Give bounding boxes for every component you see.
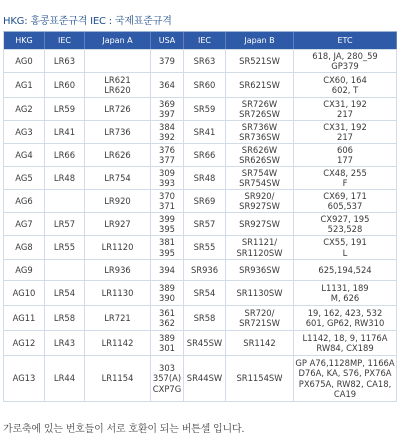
cell-iec-2: SR58: [184, 306, 226, 330]
cell-line: LR721: [104, 312, 131, 323]
cell-line: SR1142: [243, 337, 276, 348]
cell-iec-2: SR63: [184, 50, 226, 72]
col-header-iec-2: IEC: [184, 32, 226, 49]
cell-etc: [294, 260, 397, 280]
cell-usa: [151, 190, 184, 212]
cell-line: CX48, 255: [323, 167, 367, 178]
col-header-usa: USA: [151, 32, 184, 49]
cell-line: 393: [159, 178, 175, 188]
cell-line: SR936SW: [239, 264, 280, 275]
cell-hkg: AG10: [4, 281, 45, 305]
cell-line: L: [342, 247, 348, 258]
cell-line: LR1130: [101, 287, 134, 298]
table-row: [4, 236, 397, 260]
cell-hkg: AG6: [4, 190, 45, 212]
cell-line: SR1130SW: [236, 287, 283, 298]
cell-line: SR754W: [241, 167, 278, 178]
cell-japan-b: [226, 260, 294, 280]
cell-japan-a: [85, 236, 151, 259]
cell-line: CX69, 171: [323, 190, 367, 201]
cell-line: SR927SW: [239, 201, 280, 211]
cell-line: LR1120: [101, 242, 134, 253]
table-row: [4, 50, 397, 73]
cell-line: 217: [337, 109, 353, 119]
cell-iec: LR43: [45, 331, 85, 355]
cell-line: 384: [159, 121, 175, 132]
cell-line: LR1154: [101, 373, 134, 384]
table-row: [4, 98, 397, 121]
cell-line: SR626W: [241, 144, 278, 155]
cell-line: 601, GP62, RW310: [305, 318, 385, 328]
cell-line: 390: [159, 293, 175, 303]
cell-iec: LR63: [45, 50, 85, 72]
battery-compat-table: [3, 31, 397, 402]
cell-line: SR927SW: [239, 218, 280, 229]
cell-line: 309: [159, 167, 175, 178]
cell-usa: [151, 167, 184, 189]
cell-line: LR626: [104, 149, 131, 160]
cell-line: 301: [159, 343, 175, 353]
cell-line: 523,528: [327, 224, 363, 234]
cell-line: RW84, CX189: [316, 343, 374, 353]
cell-japan-b: [226, 236, 294, 259]
cell-japan-b: [226, 331, 294, 355]
cell-line: 379: [159, 55, 175, 66]
cell-etc: [294, 73, 397, 97]
cell-hkg: AG12: [4, 331, 45, 355]
cell-line: 399: [159, 213, 175, 224]
cell-line: LR920: [104, 195, 131, 206]
cell-line: SR726SW: [239, 109, 280, 119]
cell-iec-2: SR54: [184, 281, 226, 305]
cell-iec: LR57: [45, 213, 85, 235]
cell-line: PX675A, RW82, CA18,: [298, 378, 392, 389]
cell-usa: [151, 213, 184, 235]
cell-iec-2: SR69: [184, 190, 226, 212]
cell-hkg: AG4: [4, 144, 45, 166]
cell-iec-2: SR41: [184, 121, 226, 143]
cell-iec: LR41: [45, 121, 85, 143]
cell-line: CXP7G: [152, 383, 182, 394]
cell-line: SR1154SW: [236, 373, 283, 384]
cell-line: CA19: [333, 388, 357, 399]
cell-line: 371: [159, 201, 175, 211]
cell-line: 395: [159, 224, 175, 234]
cell-iec-2: SR45SW: [184, 331, 226, 355]
cell-line: 605,537: [327, 201, 363, 211]
cell-line: F: [342, 178, 348, 188]
table-body: [4, 50, 397, 402]
cell-line: 369: [159, 98, 175, 109]
cell-hkg: AG5: [4, 167, 45, 189]
cell-line: GP379: [331, 61, 359, 71]
cell-line: 389: [159, 282, 175, 293]
cell-line: 19, 162, 423, 532: [307, 307, 383, 318]
cell-etc: [294, 306, 397, 330]
cell-etc: [294, 356, 397, 401]
cell-hkg: AG8: [4, 236, 45, 259]
cell-line: SR621SW: [239, 79, 280, 90]
col-header-japan-a: Japan A: [85, 32, 151, 49]
cell-japan-a: [85, 331, 151, 355]
cell-etc: [294, 144, 397, 166]
cell-line: 362: [159, 318, 175, 328]
cell-line: LR1142: [101, 337, 134, 348]
cell-iec-2: SR66: [184, 144, 226, 166]
cell-line: SR754SW: [239, 178, 280, 188]
cell-japan-a: [85, 213, 151, 235]
cell-line: 370: [159, 190, 175, 201]
table-row: [4, 306, 397, 331]
cell-usa: [151, 50, 184, 72]
cell-japan-b: [226, 306, 294, 330]
cell-line: CX927, 195: [320, 213, 370, 224]
cell-japan-b: [226, 190, 294, 212]
table-header-row: [4, 32, 397, 50]
cell-line: 392: [159, 132, 175, 142]
cell-line: 177: [337, 155, 353, 165]
cell-japan-b: [226, 167, 294, 189]
footnote: 가로축에 있는 번호들이 서로 호환이 되는 버튼셀 입니다.: [3, 424, 245, 435]
table-row: [4, 213, 397, 236]
cell-etc: [294, 190, 397, 212]
cell-line: LR936: [104, 264, 131, 275]
cell-japan-b: [226, 356, 294, 401]
cell-etc: [294, 213, 397, 235]
cell-usa: [151, 98, 184, 120]
cell-japan-a: [85, 73, 151, 97]
table-row: [4, 281, 397, 306]
cell-line: SR626SW: [239, 155, 280, 165]
cell-line: SR726W: [241, 98, 278, 109]
cell-line: SR920/: [244, 190, 275, 201]
cell-line: CX31, 192: [323, 98, 367, 109]
cell-line: 397: [159, 109, 175, 119]
cell-hkg: AG13: [4, 356, 45, 401]
cell-iec-2: SR48: [184, 167, 226, 189]
cell-iec: [45, 260, 85, 280]
cell-japan-a: [85, 356, 151, 401]
cell-japan-a: [85, 281, 151, 305]
cell-usa: [151, 121, 184, 143]
cell-line: GP A76,1128MP, 1166A: [295, 358, 395, 369]
cell-usa: [151, 331, 184, 355]
cell-etc: [294, 281, 397, 305]
cell-japan-b: [226, 281, 294, 305]
cell-hkg: AG7: [4, 213, 45, 235]
cell-usa: [151, 236, 184, 259]
cell-iec-2: SR44SW: [184, 356, 226, 401]
cell-line: D76A, KA, S76, PX76A: [298, 368, 392, 379]
cell-line: 381: [159, 237, 175, 248]
cell-line: LR927: [104, 218, 131, 229]
cell-usa: [151, 281, 184, 305]
table-row: [4, 144, 397, 167]
cell-iec-2: SR57: [184, 213, 226, 235]
cell-iec: LR58: [45, 306, 85, 330]
cell-iec-2: SR55: [184, 236, 226, 259]
cell-iec-2: SR60: [184, 73, 226, 97]
cell-etc: [294, 167, 397, 189]
cell-japan-a: [85, 306, 151, 330]
cell-line: 361: [159, 307, 175, 318]
legend-note: HKG: 홍콩표준규격 IEC : 국제표준규격: [3, 16, 172, 27]
cell-iec: LR59: [45, 98, 85, 120]
cell-line: LR754: [104, 172, 131, 183]
cell-hkg: AG9: [4, 260, 45, 280]
cell-line: M, 626: [330, 293, 360, 303]
cell-line: 395: [159, 247, 175, 258]
cell-line: SR521SW: [239, 55, 280, 66]
cell-etc: [294, 50, 397, 72]
cell-line: LR736: [104, 126, 131, 137]
cell-hkg: AG3: [4, 121, 45, 143]
cell-line: 357(A): [152, 373, 182, 384]
cell-japan-a: [85, 260, 151, 280]
cell-line: 625,194,524: [318, 264, 372, 275]
cell-iec: LR66: [45, 144, 85, 166]
cell-line: 217: [337, 132, 353, 142]
cell-hkg: AG2: [4, 98, 45, 120]
table-row: [4, 356, 397, 402]
cell-hkg: AG1: [4, 73, 45, 97]
cell-hkg: AG11: [4, 306, 45, 330]
cell-usa: [151, 73, 184, 97]
cell-line: 376: [159, 144, 175, 155]
cell-line: CX31, 192: [323, 121, 367, 132]
cell-usa: [151, 260, 184, 280]
cell-japan-b: [226, 144, 294, 166]
cell-line: LR726: [104, 103, 131, 114]
cell-etc: [294, 331, 397, 355]
cell-usa: [151, 306, 184, 330]
cell-japan-b: [226, 50, 294, 72]
cell-etc: [294, 98, 397, 120]
cell-iec: [45, 190, 85, 212]
cell-japan-a: [85, 98, 151, 120]
cell-line: SR721SW: [239, 318, 280, 328]
cell-line: 394: [159, 264, 175, 275]
cell-japan-b: [226, 213, 294, 235]
cell-iec: LR60: [45, 73, 85, 97]
cell-japan-b: [226, 121, 294, 143]
cell-line: CX55, 191: [323, 237, 367, 248]
cell-line: 303: [159, 363, 175, 374]
cell-japan-a: [85, 50, 151, 72]
table-row: [4, 190, 397, 213]
cell-japan-a: [85, 144, 151, 166]
cell-line: SR736SW: [239, 132, 280, 142]
table-row: [4, 73, 397, 98]
cell-usa: [151, 356, 184, 401]
cell-line: 618, JA, 280_59: [312, 50, 378, 61]
cell-line: L1131, 189: [321, 282, 369, 293]
cell-japan-a: [85, 190, 151, 212]
cell-iec-2: SR936: [184, 260, 226, 280]
cell-japan-a: [85, 121, 151, 143]
cell-iec: LR54: [45, 281, 85, 305]
cell-japan-b: [226, 98, 294, 120]
cell-usa: [151, 144, 184, 166]
cell-iec: LR55: [45, 236, 85, 259]
cell-line: SR1120SW: [236, 247, 283, 258]
cell-line: 377: [159, 155, 175, 165]
col-header-hkg: HKG: [4, 32, 45, 49]
cell-iec-2: SR59: [184, 98, 226, 120]
cell-iec: LR44: [45, 356, 85, 401]
table-row: [4, 260, 397, 281]
table-row: [4, 331, 397, 356]
cell-line: 364: [159, 79, 175, 90]
table-row: [4, 121, 397, 144]
table-row: [4, 167, 397, 190]
cell-line: LR620: [104, 85, 131, 95]
cell-line: SR720/: [244, 307, 275, 318]
cell-line: 606: [337, 144, 353, 155]
cell-line: CX60, 164: [323, 74, 367, 85]
cell-etc: [294, 236, 397, 259]
cell-line: SR1121/: [241, 237, 278, 248]
cell-hkg: AG0: [4, 50, 45, 72]
cell-japan-b: [226, 73, 294, 97]
cell-japan-a: [85, 167, 151, 189]
cell-line: SR736W: [241, 121, 278, 132]
cell-line: LR621: [104, 74, 131, 85]
col-header-iec: IEC: [45, 32, 85, 49]
cell-iec: LR48: [45, 167, 85, 189]
cell-line: 602, T: [331, 85, 359, 95]
col-header-japan-b: Japan B: [226, 32, 294, 49]
cell-line: L1142, 18, 9, 1176A: [302, 332, 388, 343]
cell-etc: [294, 121, 397, 143]
cell-line: 389: [159, 332, 175, 343]
col-header-etc: ETC: [294, 32, 397, 49]
